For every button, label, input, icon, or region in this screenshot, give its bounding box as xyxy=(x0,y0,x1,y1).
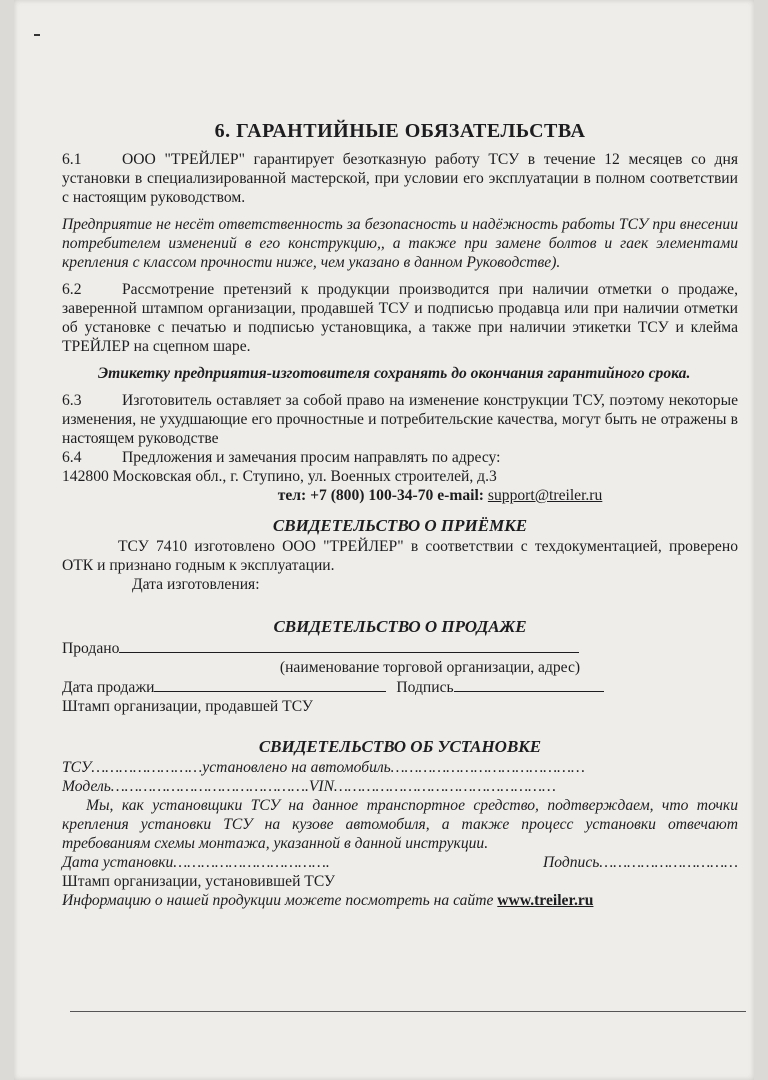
clause-text: ООО "ТРЕЙЛЕР" гарантирует безотказную работу ТСУ в течение 12 месяцев со дня установки в специализированной мастерской, при условии его эксплуатации в полном соответствии с настоящим руководством. xyxy=(62,151,738,206)
sale-sign-field[interactable] xyxy=(454,677,604,692)
phone: тел: +7 (800) 100-34-70 xyxy=(277,487,434,504)
install-text: Мы, как установщики ТСУ на данное транспортное средство, подтверждаем, что точки крепления установки ТСУ на кузове автомобиля, а также процесс установки отвечают требованиям схемы монтажа, указанной в данной инструкции. xyxy=(62,797,738,852)
sold-label: Продано xyxy=(62,640,120,657)
clause-number: 6.4 xyxy=(62,449,82,466)
sale-sign-label: Подпись xyxy=(396,679,454,696)
clause-number: 6.1 xyxy=(62,151,82,168)
clause-6-1 xyxy=(62,150,738,207)
clause-number: 6.3 xyxy=(62,392,82,409)
document-page xyxy=(62,118,738,910)
sold-row xyxy=(62,638,738,658)
sold-field[interactable] xyxy=(119,638,579,653)
clause-6-2 xyxy=(62,280,738,356)
install-sign-line: Подпись………………………… xyxy=(542,854,738,871)
clause-6-3 xyxy=(62,391,738,448)
acceptance-text: ТСУ 7410 изготовлено ООО "ТРЕЙЛЕР" в соответствии с техдокументацией, проверено ОТК и признано годным к эксплуатации. xyxy=(62,538,738,574)
clause-text: Предложения и замечания просим направлять по адресу: xyxy=(122,449,501,466)
bottom-rule xyxy=(70,1011,746,1012)
install-tsu-line: ТСУ……………………установлено на автомобиль…………………………………… xyxy=(62,759,585,776)
scan-mark xyxy=(34,34,40,36)
contacts xyxy=(62,486,738,505)
acceptance-title: СВИДЕТЕЛЬСТВО О ПРИЁМКЕ xyxy=(272,516,528,535)
clause-6-4 xyxy=(62,448,738,467)
install-date-sign-row xyxy=(62,853,738,872)
email-link[interactable]: support@treiler.ru xyxy=(487,487,603,504)
sale-stamp-label: Штамп организации, продавшей ТСУ xyxy=(62,698,313,715)
label-note: Этикетку предприятия-изготовителя сохранять до окончания гарантийного срока. xyxy=(98,365,691,382)
install-title: СВИДЕТЕЛЬСТВО ОБ УСТАНОВКЕ xyxy=(258,737,542,756)
clause-text: Рассмотрение претензий к продукции производится при наличии отметки о продаже, заверенной штампом организации, продавшей ТСУ и подписью продавца или при наличии отметки об установке с печатью и подписью установщика, а также при наличии этикетки ТСУ и клейма ТРЕЙЛЕР на сцепном шаре. xyxy=(62,281,738,355)
sale-date-field[interactable] xyxy=(154,677,386,692)
manufacture-date-label: Дата изготовления: xyxy=(132,576,260,593)
email-label: e-mail: xyxy=(437,487,484,504)
clause-number: 6.2 xyxy=(62,281,82,298)
address: 142800 Московская обл., г. Ступино, ул. Военных строителей, д.3 xyxy=(62,468,497,485)
site-link[interactable]: www.treiler.ru xyxy=(497,892,594,909)
disclaimer: Предприятие не несёт ответственность за безопасность и надёжность работы ТСУ при внесении потребителем изменений в его конструкцию,, а также при замене болтов и гаек элементами крепления с классом прочности ниже, чем указано в данном Руководстве). xyxy=(62,216,738,271)
install-date-line: Дата установки……………………………. xyxy=(62,854,330,871)
sold-hint: (наименование торговой организации, адрес) xyxy=(279,659,581,676)
install-stamp-label: Штамп организации, установившей ТСУ xyxy=(62,873,336,890)
sale-date-row xyxy=(62,677,738,697)
info-text: Информацию о нашей продукции можете посмотреть на сайте xyxy=(62,892,494,909)
clause-text: Изготовитель оставляет за собой право на изменение конструкции ТСУ, поэтому некоторые изменения, не ухудшающие его прочностные и потребительские качества, могут быть не отражены в настоящем руководстве xyxy=(62,392,738,447)
sale-date-label: Дата продажи xyxy=(62,679,155,696)
sale-title: СВИДЕТЕЛЬСТВО О ПРОДАЖЕ xyxy=(273,617,527,636)
info-row xyxy=(62,891,738,910)
install-model-line: Модель…………………………………….VIN………………………………………… xyxy=(62,778,556,795)
section-title: 6. ГАРАНТИЙНЫЕ ОБЯЗАТЕЛЬСТВА xyxy=(214,120,586,142)
